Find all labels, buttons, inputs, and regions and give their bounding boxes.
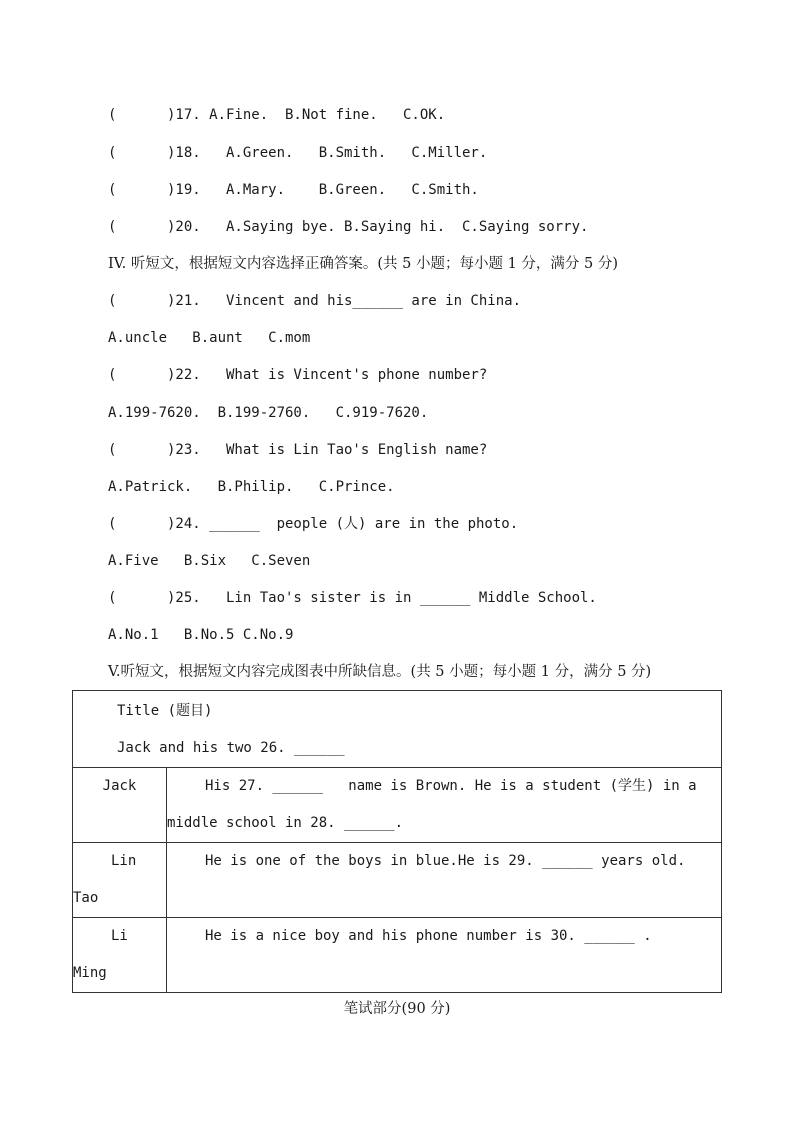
desc-cell-jack bbox=[167, 768, 722, 843]
desc-cell-li-ming bbox=[167, 918, 722, 993]
name-cell-li-ming bbox=[73, 918, 167, 993]
table-row-li-ming bbox=[73, 918, 722, 993]
question-23: ( )23. What is Lin Tao's English name? bbox=[108, 442, 488, 458]
desc-jack-line1: His 27. ______ name is Brown. He is a student (学生) in a bbox=[205, 778, 697, 794]
written-part-heading: 笔试部分(90 分) bbox=[343, 1001, 451, 1017]
desc-lin-tao-line1: He is one of the boys in blue.He is 29. ______ years old. bbox=[205, 853, 686, 869]
desc-cell-lin-tao bbox=[167, 843, 722, 918]
name-cell-jack bbox=[73, 768, 167, 843]
question-24: ( )24. ______ people (人) are in the photo. bbox=[108, 516, 519, 532]
question-25-options: A.No.1 B.No.5 C.No.9 bbox=[108, 627, 294, 643]
table-row-jack bbox=[73, 768, 722, 843]
section-5-heading: V.听短文，根据短文内容完成图表中所缺信息。(共 5 小题；每小题 1 分，满分 5 分) bbox=[108, 664, 652, 680]
name-jack: Jack bbox=[102, 778, 137, 794]
question-22-options: A.199-7620. B.199-2760. C.919-7620. bbox=[108, 405, 429, 421]
name-tao: Tao bbox=[73, 890, 99, 906]
title-question-26: Jack and his two 26. ______ bbox=[117, 740, 345, 756]
question-25: ( )25. Lin Tao's sister is in ______ Middle School. bbox=[108, 590, 597, 606]
question-20: ( )20. A.Saying bye. B.Saying hi. C.Saying sorry. bbox=[108, 219, 589, 235]
name-li: Li bbox=[111, 928, 128, 944]
question-17: ( )17. A.Fine. B.Not fine. C.OK. bbox=[108, 107, 446, 123]
name-lin: Lin bbox=[111, 853, 137, 869]
table-row-lin-tao bbox=[73, 843, 722, 918]
title-cell bbox=[73, 691, 722, 768]
info-table bbox=[72, 690, 722, 993]
question-22: ( )22. What is Vincent's phone number? bbox=[108, 367, 488, 383]
question-24-options: A.Five B.Six C.Seven bbox=[108, 553, 311, 569]
desc-li-ming-line2 bbox=[167, 955, 721, 992]
question-23-options: A.Patrick. B.Philip. C.Prince. bbox=[108, 479, 395, 495]
name-cell-lin-tao bbox=[73, 843, 167, 918]
question-19: ( )19. A.Mary. B.Green. C.Smith. bbox=[108, 182, 479, 198]
desc-jack-line2: middle school in 28. ______. bbox=[167, 815, 404, 831]
section-4-heading: IV. 听短文，根据短文内容选择正确答案。(共 5 小题；每小题 1 分，满分 5 分) bbox=[108, 256, 619, 272]
question-21: ( )21. Vincent and his______ are in China. bbox=[108, 293, 522, 309]
desc-lin-tao-line2 bbox=[167, 880, 721, 917]
name-ming: Ming bbox=[73, 965, 107, 981]
title-label: Title (题目) bbox=[117, 703, 213, 719]
title-row bbox=[73, 691, 722, 768]
question-21-options: A.uncle B.aunt C.mom bbox=[108, 330, 311, 346]
desc-li-ming-line1: He is a nice boy and his phone number is 30. ______ . bbox=[205, 928, 652, 944]
question-18: ( )18. A.Green. B.Smith. C.Miller. bbox=[108, 145, 488, 161]
